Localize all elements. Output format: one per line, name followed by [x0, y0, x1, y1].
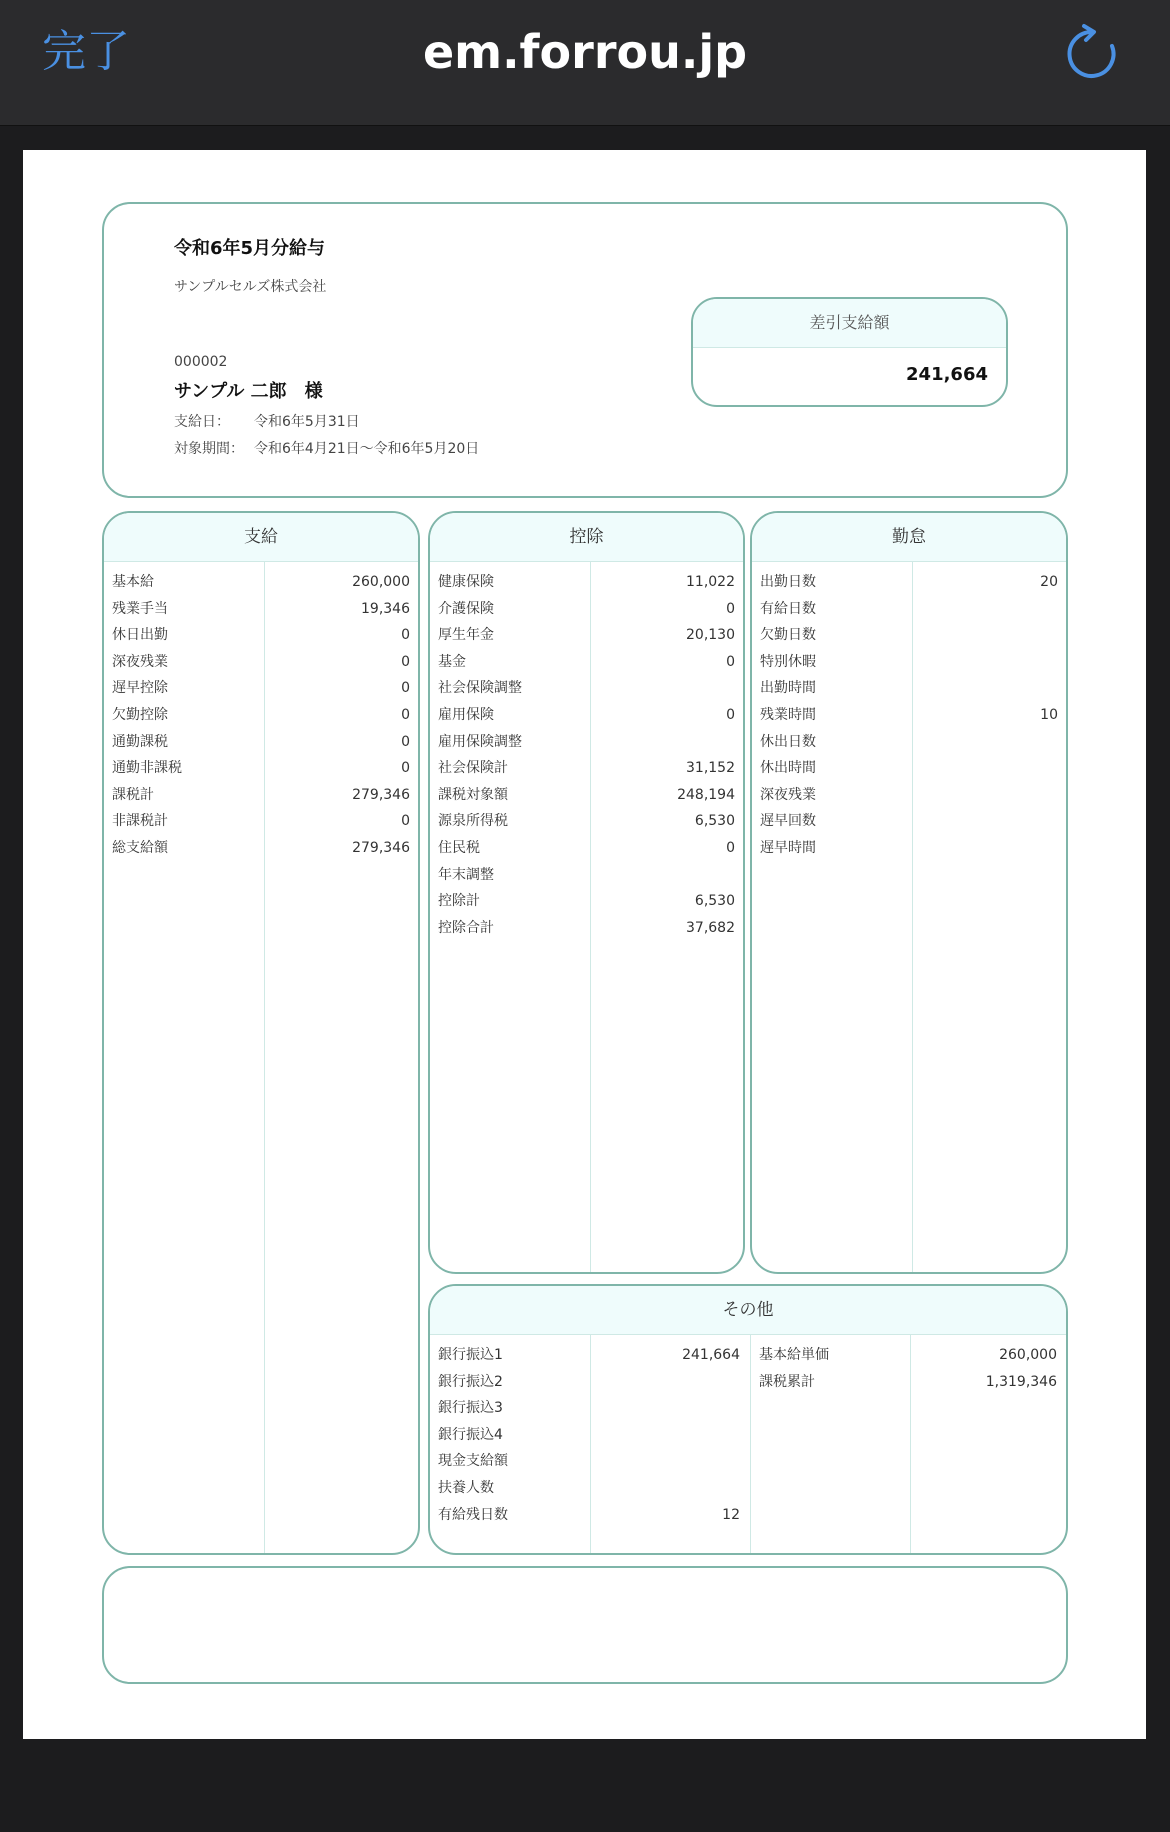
row-label: 出勤時間	[760, 680, 816, 697]
row-label: 銀行振込4	[438, 1426, 503, 1443]
row-label: 有給日数	[760, 600, 816, 617]
table-row	[752, 808, 1066, 835]
row-value: 0	[401, 733, 410, 750]
table-row	[752, 729, 1066, 756]
period-label: 対象期間：	[174, 441, 244, 457]
row-label: 健康保険	[438, 574, 494, 590]
table-row	[104, 649, 418, 676]
row-value: 260,000	[352, 574, 410, 590]
row-value: 0	[726, 706, 735, 723]
row-label: 休日出勤	[112, 627, 168, 644]
payments-section	[102, 511, 420, 1555]
table-row	[752, 649, 1066, 676]
company-name: サンプルセルズ株式会社	[174, 279, 327, 295]
row-label: 社会保険調整	[438, 680, 522, 697]
table-row	[430, 622, 743, 649]
deductions-title: 控除	[430, 513, 743, 562]
row-value: 0	[401, 680, 410, 697]
row-label: 通勤非課税	[112, 760, 182, 777]
row-label: 控除計	[438, 893, 480, 910]
attendance-title: 勤怠	[752, 513, 1066, 562]
row-label: 銀行振込3	[438, 1400, 503, 1417]
net-pay-label: 差引支給額	[693, 299, 1006, 348]
payslip-header	[102, 202, 1068, 498]
table-row	[104, 782, 418, 809]
row-label: 源泉所得税	[438, 813, 508, 830]
net-pay-amount: 241,664	[906, 364, 988, 385]
table-row	[752, 569, 1066, 596]
row-label: 課税累計	[759, 1373, 815, 1390]
browser-toolbar	[0, 0, 1170, 126]
row-label: 欠勤控除	[112, 706, 168, 723]
other-section	[428, 1284, 1068, 1555]
row-value: 6,530	[694, 893, 735, 910]
table-row	[430, 888, 743, 915]
row-label: 深夜残業	[112, 653, 168, 670]
table-row	[430, 808, 743, 835]
row-label: 休出日数	[760, 733, 816, 750]
payslip-title: 令和6年5月分給与	[174, 238, 326, 259]
pay-date-label: 支給日：	[174, 414, 230, 430]
table-row	[430, 729, 743, 756]
table-row	[430, 835, 743, 862]
row-label: 有給残日数	[438, 1506, 508, 1523]
row-value: 12	[722, 1506, 740, 1523]
row-label: 控除合計	[438, 919, 494, 936]
table-row	[430, 1395, 748, 1422]
row-label: 残業時間	[760, 706, 816, 723]
row-value: 0	[726, 600, 735, 617]
payments-list	[104, 569, 418, 862]
table-row	[104, 835, 418, 862]
attendance-section	[750, 511, 1068, 1274]
row-value: 0	[401, 706, 410, 723]
payments-title: 支給	[104, 513, 418, 562]
pay-date: 令和6年5月31日	[254, 414, 360, 430]
row-value: 248,194	[677, 786, 735, 803]
row-label: 遅早時間	[760, 839, 816, 856]
table-row	[752, 622, 1066, 649]
row-label: 総支給額	[112, 839, 168, 856]
table-row	[430, 915, 743, 942]
row-value: 6,530	[694, 813, 735, 830]
table-row	[430, 569, 743, 596]
row-label: 課税対象額	[438, 786, 508, 803]
row-label: 銀行振込2	[438, 1373, 503, 1390]
period: 令和6年4月21日〜令和6年5月20日	[254, 441, 480, 457]
employee-name: サンプル 二郎 様	[174, 381, 323, 402]
row-label: 住民税	[438, 839, 480, 856]
table-row	[430, 1475, 748, 1502]
row-label: 基本給単価	[759, 1347, 829, 1363]
row-value: 279,346	[352, 839, 410, 856]
row-value: 37,682	[686, 919, 735, 936]
table-row	[104, 755, 418, 782]
table-row	[752, 702, 1066, 729]
row-value: 241,664	[682, 1347, 740, 1363]
row-label: 非課税計	[112, 813, 168, 830]
row-label: 欠勤日数	[760, 627, 816, 644]
row-value: 20	[1040, 574, 1058, 590]
row-value: 0	[401, 760, 410, 777]
table-row	[104, 569, 418, 596]
attendance-list	[752, 569, 1066, 862]
row-label: 現金支給額	[438, 1453, 508, 1470]
table-row	[430, 1502, 748, 1529]
table-row	[430, 596, 743, 623]
row-label: 休出時間	[760, 760, 816, 777]
reload-icon[interactable]	[1062, 22, 1122, 82]
table-row	[104, 675, 418, 702]
other-right-list	[751, 1342, 1065, 1395]
row-value: 0	[401, 813, 410, 830]
row-label: 基本給	[112, 574, 154, 590]
table-row	[430, 675, 743, 702]
row-value: 19,346	[361, 600, 410, 617]
row-label: 通勤課税	[112, 733, 168, 750]
deductions-section	[428, 511, 745, 1274]
table-row	[430, 862, 743, 889]
table-row	[430, 782, 743, 809]
table-row	[752, 755, 1066, 782]
table-row	[104, 622, 418, 649]
row-label: 年末調整	[438, 866, 494, 883]
row-label: 残業手当	[112, 600, 168, 617]
row-value: 0	[726, 839, 735, 856]
table-row	[752, 835, 1066, 862]
table-row	[430, 1448, 748, 1475]
row-label: 雇用保険	[438, 706, 494, 723]
table-row	[104, 729, 418, 756]
table-row	[752, 782, 1066, 809]
table-row	[104, 596, 418, 623]
url-title: em.forrou.jp	[422, 25, 748, 79]
table-row	[430, 702, 743, 729]
memo-box	[102, 1566, 1068, 1684]
memo-text	[104, 1568, 1066, 1592]
row-value: 279,346	[352, 786, 410, 803]
row-value: 0	[401, 627, 410, 644]
other-left-list	[430, 1342, 748, 1528]
deductions-list	[430, 569, 743, 941]
table-row	[430, 649, 743, 676]
row-value: 0	[726, 653, 735, 670]
row-value: 260,000	[999, 1347, 1057, 1363]
table-row	[752, 596, 1066, 623]
row-label: 遅早控除	[112, 680, 168, 697]
row-label: 社会保険計	[438, 760, 508, 777]
table-row	[752, 675, 1066, 702]
row-label: 特別休暇	[760, 653, 816, 670]
row-label: 雇用保険調整	[438, 733, 522, 750]
row-value: 31,152	[686, 760, 735, 777]
table-row	[751, 1369, 1065, 1396]
table-row	[430, 1422, 748, 1449]
payslip-sheet	[23, 150, 1146, 1739]
other-title: その他	[430, 1286, 1066, 1335]
pay-date-row	[174, 411, 360, 431]
row-value: 10	[1040, 706, 1058, 723]
done-button[interactable]: 完了	[42, 26, 130, 77]
net-pay-box	[691, 297, 1008, 407]
period-row	[174, 438, 479, 458]
row-label: 遅早回数	[760, 813, 816, 830]
row-value: 20,130	[686, 627, 735, 644]
table-row	[104, 702, 418, 729]
row-label: 厚生年金	[438, 627, 494, 644]
employee-number: 000002	[174, 354, 228, 370]
row-value: 11,022	[686, 574, 735, 590]
table-row	[430, 1342, 748, 1369]
row-value: 0	[401, 653, 410, 670]
table-row	[104, 808, 418, 835]
row-label: 基金	[438, 653, 466, 670]
row-label: 課税計	[112, 786, 154, 803]
row-label: 銀行振込1	[438, 1347, 503, 1363]
row-label: 出勤日数	[760, 574, 816, 590]
row-value: 1,319,346	[985, 1373, 1057, 1390]
row-label: 深夜残業	[760, 786, 816, 803]
table-row	[430, 1369, 748, 1396]
table-row	[751, 1342, 1065, 1369]
table-row	[430, 755, 743, 782]
row-label: 扶養人数	[438, 1479, 494, 1496]
row-label: 介護保険	[438, 600, 494, 617]
